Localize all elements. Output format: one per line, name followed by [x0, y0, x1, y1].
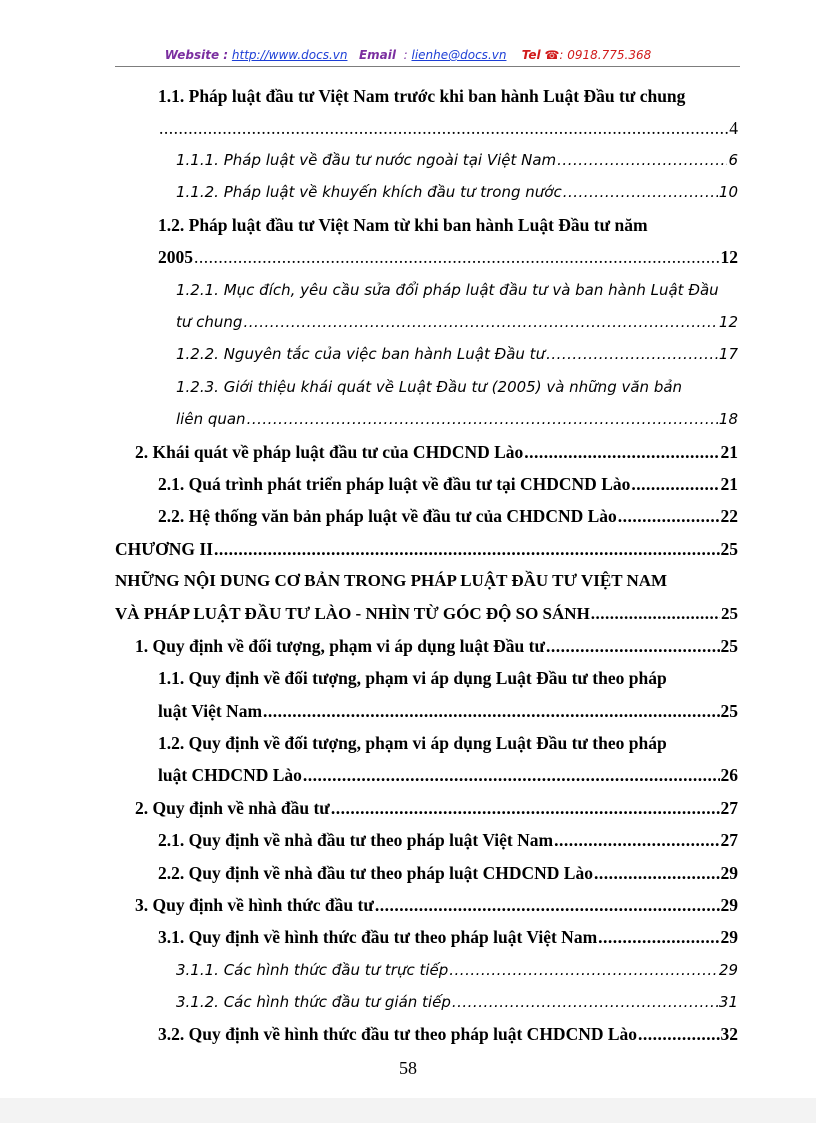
toc-entry: 1.2. Quy định về đối tượng, phạm vi áp dụng Luật Đầu tư theo pháp [158, 733, 667, 753]
toc-entry: 1.1. Quy định về đối tượng, phạm vi áp dụng Luật Đầu tư theo pháp [158, 668, 667, 688]
toc-entry: NHỮNG NỘI DUNG CƠ BẢN TRONG PHÁP LUẬT ĐẦU TƯ VIỆT NAM [115, 571, 668, 590]
toc-entry: tư chung ..... 12 [176, 310, 738, 334]
toc-entry: 2. Khái quát về pháp luật đầu tư của CHDCND Lào ..... 21 [135, 440, 738, 464]
toc-entry: 1.1.2. Pháp luật về khuyến khích đầu tư trong nước ..... 10 [176, 180, 738, 204]
phone-icon: ☎ [544, 48, 560, 62]
toc-entry: 3.1.1. Các hình thức đầu tư trực tiếp ..... 29 [176, 958, 738, 982]
toc-entry: 2. Quy định về nhà đầu tư ..... 27 [135, 796, 738, 820]
toc-entry: 2.2. Hệ thống văn bản pháp luật về đầu tư của CHDCND Lào ..... 22 [158, 504, 738, 528]
email-label: Email [358, 48, 396, 62]
toc-entry: 2.1. Quy định về nhà đầu tư theo pháp luật Việt Nam ..... 27 [158, 828, 738, 852]
header-rule [115, 66, 740, 67]
toc-entry: 1.1. Pháp luật đầu tư Việt Nam trước khi ban hành Luật Đầu tư chung [158, 86, 686, 106]
toc-entry: VÀ PHÁP LUẬT ĐẦU TƯ LÀO - NHÌN TỪ GÓC ĐỘ SO SÁNH ..... 25 [115, 602, 738, 626]
toc-entry: 3.1.2. Các hình thức đầu tư gián tiếp ..... 31 [176, 990, 738, 1014]
email-separator: : [403, 48, 408, 62]
toc-entry: luật Việt Nam ..... 25 [158, 699, 738, 723]
page-bottom-band [0, 1098, 816, 1123]
toc-entry: 2.1. Quá trình phát triển pháp luật về đầu tư tại CHDCND Lào ..... 21 [158, 472, 738, 496]
page-header [0, 48, 816, 62]
email-link[interactable]: lienhe@docs.vn [411, 48, 507, 62]
toc-entry: 3. Quy định về hình thức đầu tư ..... 29 [135, 893, 738, 917]
tel-label: Tel [521, 48, 541, 62]
toc-entry: 3.1. Quy định về hình thức đầu tư theo pháp luật Việt Nam ..... 29 [158, 925, 738, 949]
toc-entry: 1.2.3. Giới thiệu khái quát về Luật Đầu tư (2005) và những văn bản [176, 378, 683, 396]
website-label: Website : [164, 48, 229, 62]
toc-entry: 3.2. Quy định về hình thức đầu tư theo pháp luật CHDCND Lào ..... 32 [158, 1022, 738, 1046]
page-number: 58 [399, 1058, 417, 1078]
tel-value: : 0918.775.368 [559, 48, 652, 62]
toc-entry: 1.2. Pháp luật đầu tư Việt Nam từ khi ban hành Luật Đầu tư năm [158, 215, 648, 235]
toc-entry: 1.2.2. Nguyên tắc của việc ban hành Luật Đầu tư ..... 17 [176, 342, 738, 366]
website-link[interactable]: http://www.docs.vn [231, 48, 348, 62]
toc-entry: luật CHDCND Lào ..... 26 [158, 763, 738, 787]
toc-entry: CHƯƠNG II ..... 25 [115, 537, 738, 561]
toc-entry: 2005 ..... 12 [158, 245, 738, 269]
toc-entry: 2.2. Quy định về nhà đầu tư theo pháp luật CHDCND Lào ..... 29 [158, 861, 738, 885]
toc-entry: ..... 4 [158, 116, 738, 140]
toc-entry: 1.1.1. Pháp luật về đầu tư nước ngoài tại Việt Nam ..... 6 [176, 148, 738, 172]
toc-entry: liên quan ..... 18 [176, 407, 738, 431]
toc-entry: 1.2.1. Mục đích, yêu cầu sửa đổi pháp luật đầu tư và ban hành Luật Đầu [176, 281, 719, 299]
toc-entry: 1. Quy định về đối tượng, phạm vi áp dụng luật Đầu tư ..... 25 [135, 634, 738, 658]
